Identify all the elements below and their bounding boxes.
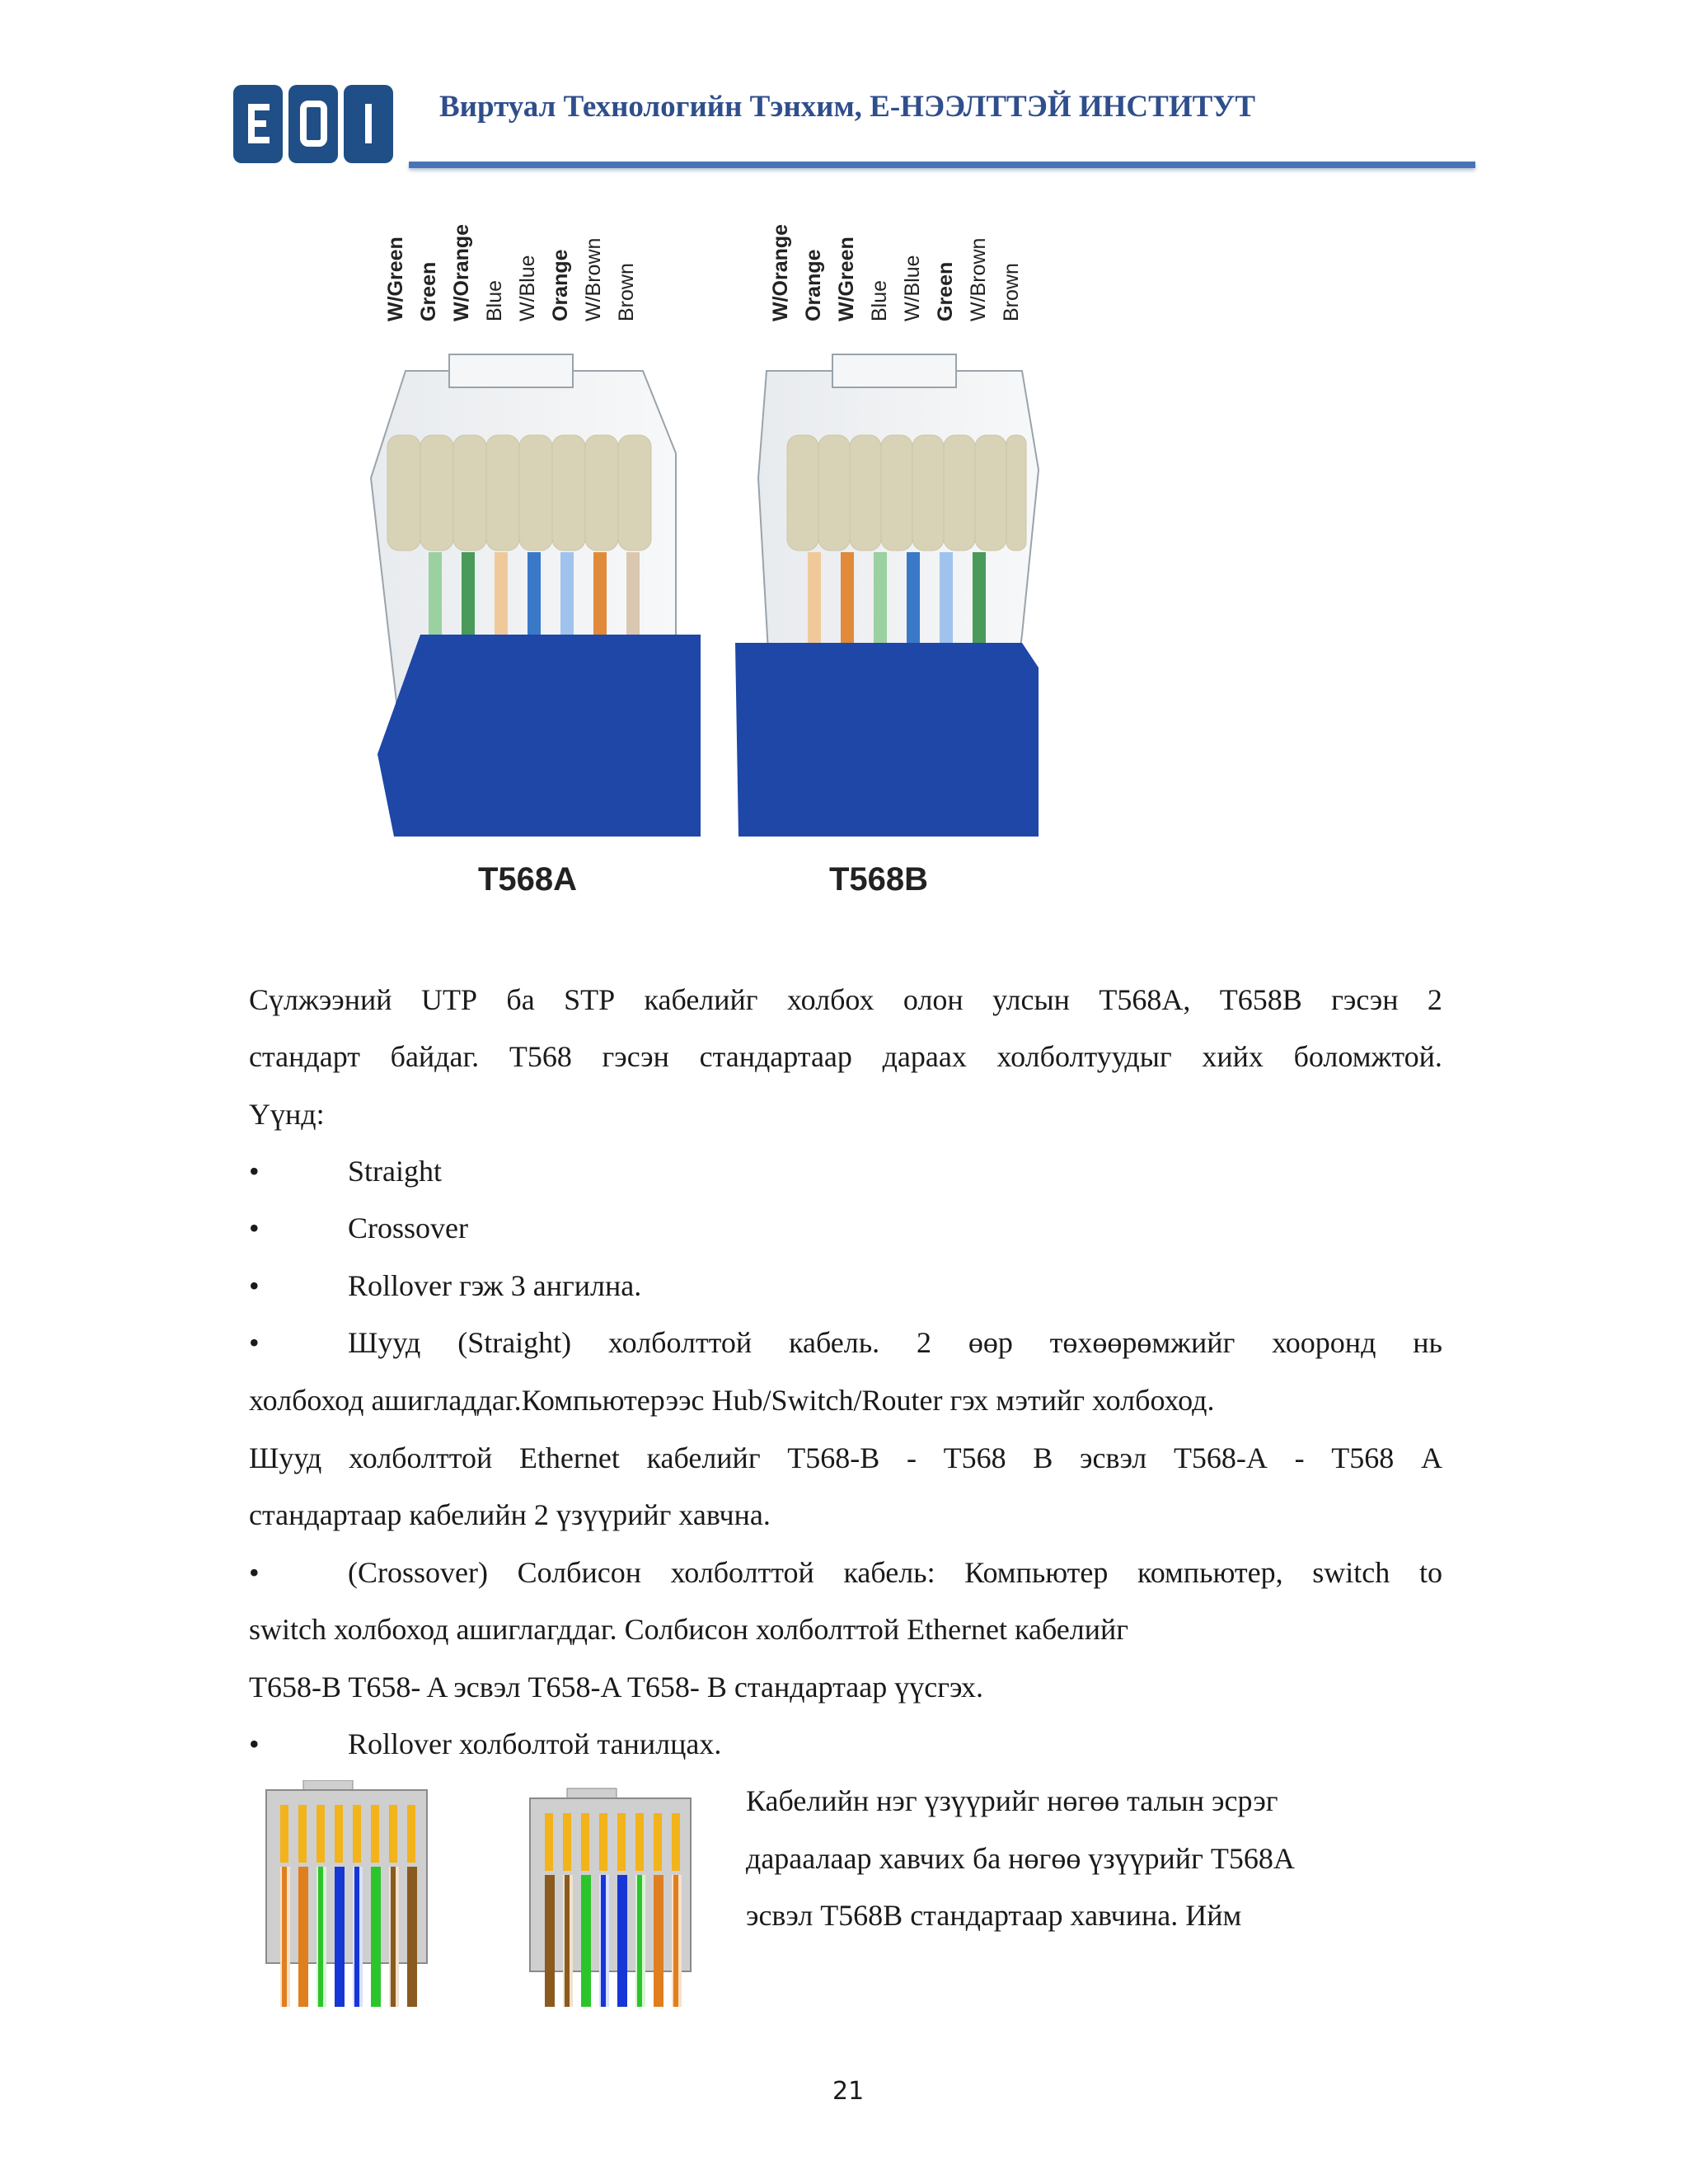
bullet-straight: Straight xyxy=(348,1155,442,1188)
intro-line-2: стандарт байдаг. T568 гэсэн стандартаар дараах холболтуудыг хийх боломжтой. xyxy=(249,1040,1442,1073)
straight-desc-line-1: Шууд (Straight) холболттой кабель. 2 өөр төхөөрөмжийг хооронд нь xyxy=(348,1326,1442,1359)
bullet-marker: • xyxy=(249,1556,260,1589)
t568a-plug xyxy=(371,354,701,837)
rollover-connector-figure xyxy=(262,1780,707,2019)
t568b-wire-6: Green xyxy=(934,261,957,321)
bullet-marker: • xyxy=(249,1727,260,1760)
t568a-wire-labels xyxy=(384,224,638,321)
t568b-wire-7: W/Brown xyxy=(967,237,990,321)
bullet-rollover: Rollover гэж 3 ангилна. xyxy=(348,1269,642,1302)
rollover-plug-right xyxy=(530,1788,691,2007)
t568a-wire-7: W/Brown xyxy=(582,237,605,321)
t568a-wire-5: W/Blue xyxy=(516,255,539,321)
t568b-wire-8: Brown xyxy=(1000,263,1023,321)
t568b-wire-5: W/Blue xyxy=(901,255,924,321)
t568b-wire-4: Blue xyxy=(868,279,891,321)
rollover-desc-line-1: Кабелийн нэг үзүүрийг нөгөө талын эсрэг xyxy=(746,1784,1278,1817)
t568b-plug xyxy=(735,354,1039,837)
t568a-wire-8: Brown xyxy=(615,263,638,321)
eoi-logo xyxy=(233,83,394,165)
rollover-desc-line-3: эсвэл T568B стандартаар хавчина. Ийм xyxy=(746,1899,1242,1932)
bullet-crossover: Crossover xyxy=(348,1212,468,1244)
bullet-marker: • xyxy=(249,1326,260,1359)
header-title: Виртуал Технологийн Тэнхим, Е-НЭЭЛТТЭЙ ИНСТИТУТ xyxy=(439,90,1256,124)
crossover-desc-line-2: switch холбоход ашиглагддаг. Солбисон холболттой Ethernet кабелийг xyxy=(249,1613,1129,1646)
straight-desc-line-4: стандартаар кабелийн 2 үзүүрийг хавчна. xyxy=(249,1498,771,1531)
t568a-wire-4: Blue xyxy=(483,279,506,321)
page-number: 21 xyxy=(832,2077,865,2106)
t568a-wire-1: W/Green xyxy=(384,237,407,321)
t568b-wire-2: Orange xyxy=(802,249,825,321)
t568b-wire-3: W/Green xyxy=(835,237,858,321)
bullet-marker: • xyxy=(249,1212,260,1244)
intro-line-3: Үүнд: xyxy=(249,1098,325,1131)
rollover-plug-left xyxy=(266,1780,427,2007)
bullet-rollover-intro: Rollover холболтой танилцах. xyxy=(348,1727,722,1760)
header-rule xyxy=(409,162,1475,168)
bullet-marker: • xyxy=(249,1269,260,1302)
intro-line-1: Сүлжээний UTP ба STP кабелийг холбох олон улсын T568A, T658B гэсэн 2 xyxy=(249,983,1442,1016)
t568b-label: T568B xyxy=(828,861,929,898)
rollover-desc-line-2: дараалаар хавчих ба нөгөө үзүүрийг T568A xyxy=(746,1842,1295,1875)
t568a-wire-6: Orange xyxy=(549,249,572,321)
crossover-desc-line-1: (Crossover) Солбисон холболттой кабель: Компьютер компьютер, switch to xyxy=(348,1556,1442,1589)
t568b-wire-1: W/Orange xyxy=(769,223,792,321)
bullet-marker: • xyxy=(249,1155,260,1188)
rj45-connector-figure xyxy=(313,206,1088,915)
crossover-desc-line-3: T658-B T658- A эсвэл T658-A T658- B стандартаар үүсгэх. xyxy=(249,1671,983,1704)
t568a-wire-2: Green xyxy=(417,261,440,321)
t568a-wire-3: W/Orange xyxy=(450,223,473,321)
t568b-wire-labels xyxy=(769,224,1023,321)
straight-desc-line-2: холбоход ашигладдаг.Компьютерээс Hub/Switch/Router гэх мэтийг холбоход. xyxy=(249,1384,1215,1417)
t568a-label: T568A xyxy=(477,861,578,898)
straight-desc-line-3: Шууд холболттой Ethernet кабелийг T568-B - T568 B эсвэл T568-A - T568 A xyxy=(249,1441,1442,1474)
